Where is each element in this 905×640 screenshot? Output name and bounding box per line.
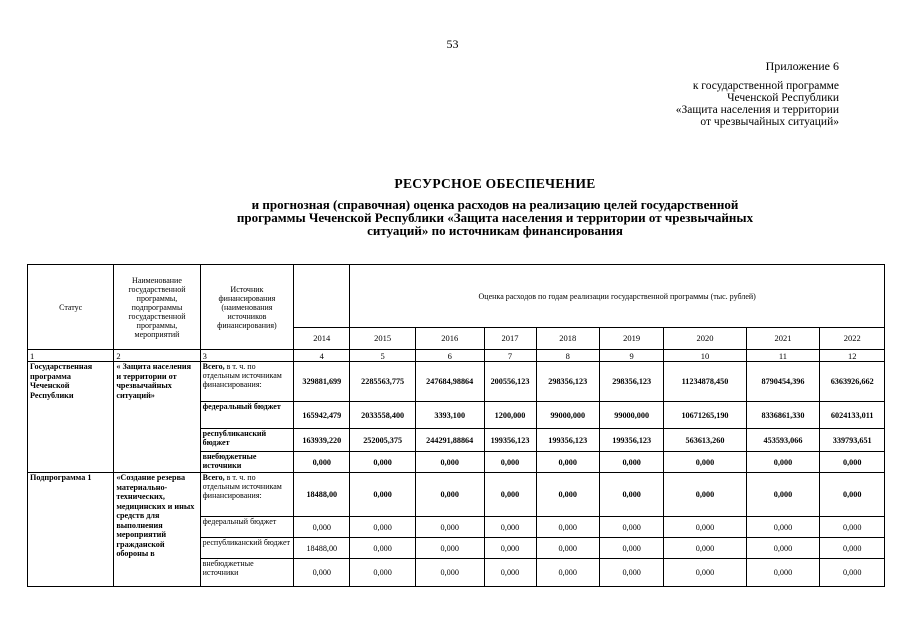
header-year: 2014 <box>294 328 350 350</box>
header-year: 2018 <box>536 328 599 350</box>
amount-cell: 0,000 <box>820 452 885 473</box>
amount-cell: 0,000 <box>415 559 484 587</box>
amount-cell: 163939,220 <box>294 429 350 452</box>
program-name-cell: « Защита населения и территории от чрезвычайных ситуаций» <box>114 362 200 473</box>
funding-source-cell: республиканский бюджет <box>200 429 294 452</box>
amount-cell: 298356,123 <box>536 362 599 402</box>
funding-source-cell: федеральный бюджет <box>200 402 294 429</box>
header-program-name: Наименование государственной программы, подпрограммы государственной программы, мероприятий <box>114 265 200 350</box>
amount-cell: 199356,123 <box>599 429 663 452</box>
amount-cell: 0,000 <box>599 559 663 587</box>
amount-cell: 0,000 <box>536 559 599 587</box>
amount-cell: 6024133,011 <box>820 402 885 429</box>
amount-cell: 339793,651 <box>820 429 885 452</box>
amount-cell: 99000,000 <box>599 402 663 429</box>
amount-cell: 0,000 <box>746 473 820 517</box>
amount-cell: 0,000 <box>415 517 484 538</box>
heading-subtitle-line: ситуаций» по источникам финансирования <box>367 223 623 238</box>
amount-cell: 6363926,662 <box>820 362 885 402</box>
amount-cell: 0,000 <box>350 473 416 517</box>
amount-cell: 0,000 <box>484 559 536 587</box>
amount-cell: 0,000 <box>820 517 885 538</box>
amount-cell: 0,000 <box>415 538 484 559</box>
amount-cell: 0,000 <box>484 517 536 538</box>
amount-cell: 0,000 <box>820 559 885 587</box>
amount-cell: 0,000 <box>536 517 599 538</box>
amount-cell: 1200,000 <box>484 402 536 429</box>
amount-cell: 0,000 <box>746 517 820 538</box>
resource-table <box>27 264 885 587</box>
column-index-cell: 11 <box>746 350 820 362</box>
appendix-line: к государственной программе <box>692 80 839 92</box>
funding-source-cell: внебюджетные источники <box>200 452 294 473</box>
amount-cell: 0,000 <box>484 452 536 473</box>
column-index-cell: 6 <box>415 350 484 362</box>
heading-title: РЕСУРСНОЕ ОБЕСПЕЧЕНИЕ <box>394 176 596 191</box>
amount-cell: 0,000 <box>484 473 536 517</box>
amount-cell: 0,000 <box>536 473 599 517</box>
funding-source-cell: федеральный бюджет <box>200 517 294 538</box>
amount-cell: 252005,375 <box>350 429 416 452</box>
amount-cell: 329881,699 <box>294 362 350 402</box>
appendix-block <box>676 60 839 128</box>
amount-cell: 0,000 <box>664 517 746 538</box>
header-year: 2022 <box>820 328 885 350</box>
amount-cell: 11234878,450 <box>664 362 746 402</box>
table-row <box>28 473 885 517</box>
table-row <box>28 362 885 402</box>
amount-cell: 0,000 <box>820 473 885 517</box>
page-number: 53 <box>446 37 459 51</box>
heading-subtitle-line: программы Чеченской Республики «Защита населения и территории от чрезвычайных <box>236 210 754 225</box>
column-index-cell: 4 <box>294 350 350 362</box>
amount-cell: 0,000 <box>350 538 416 559</box>
amount-cell: 244291,88864 <box>415 429 484 452</box>
amount-cell: 0,000 <box>664 559 746 587</box>
header-year: 2016 <box>415 328 484 350</box>
amount-cell: 0,000 <box>294 517 350 538</box>
column-index-cell: 8 <box>536 350 599 362</box>
funding-source-cell: республиканский бюджет <box>200 538 294 559</box>
amount-cell: 0,000 <box>536 452 599 473</box>
amount-cell: 10671265,190 <box>664 402 746 429</box>
header-estimate: Оценка расходов по годам реализации государственной программы (тыс. рублей) <box>350 265 885 328</box>
amount-cell: 0,000 <box>350 559 416 587</box>
amount-cell: 199356,123 <box>536 429 599 452</box>
amount-cell: 0,000 <box>820 538 885 559</box>
amount-cell: 0,000 <box>350 517 416 538</box>
status-cell: Государственная программа Чеченской Республики <box>28 362 114 473</box>
amount-cell: 0,000 <box>536 538 599 559</box>
amount-cell: 0,000 <box>415 473 484 517</box>
amount-cell: 8336861,330 <box>746 402 820 429</box>
header-empty-cell <box>294 265 350 328</box>
amount-cell: 0,000 <box>350 452 416 473</box>
program-name-cell: «Создание резерва материально-технических, медицинских и иных средств для выполнения мероприятий гражданской обороны в <box>114 473 200 587</box>
amount-cell: 298356,123 <box>599 362 663 402</box>
amount-cell: 0,000 <box>664 538 746 559</box>
amount-cell: 2285563,775 <box>350 362 416 402</box>
amount-cell: 0,000 <box>484 538 536 559</box>
funding-source-cell: Всего, в т. ч. по отдельным источникам финансирования: <box>200 473 294 517</box>
amount-cell: 0,000 <box>599 473 663 517</box>
column-index-cell: 3 <box>200 350 294 362</box>
column-index-cell: 10 <box>664 350 746 362</box>
amount-cell: 0,000 <box>599 538 663 559</box>
amount-cell: 200556,123 <box>484 362 536 402</box>
header-year: 2021 <box>746 328 820 350</box>
header-year: 2019 <box>599 328 663 350</box>
amount-cell: 0,000 <box>415 452 484 473</box>
amount-cell: 0,000 <box>599 517 663 538</box>
column-index-cell: 12 <box>820 350 885 362</box>
appendix-line: Чеченской Республики <box>727 92 839 104</box>
amount-cell: 563613,260 <box>664 429 746 452</box>
amount-cell: 2033558,400 <box>350 402 416 429</box>
funding-source-cell: внебюджетные источники <box>200 559 294 587</box>
column-index-row <box>28 350 885 362</box>
column-index-cell: 1 <box>28 350 114 362</box>
funding-source-cell: Всего, в т. ч. по отдельным источникам финансирования: <box>200 362 294 402</box>
amount-cell: 0,000 <box>294 559 350 587</box>
amount-cell: 0,000 <box>294 452 350 473</box>
column-index-cell: 7 <box>484 350 536 362</box>
heading-subtitle-line: и прогнозная (справочная) оценка расходов на реализацию целей государственной <box>251 197 739 212</box>
header-funding-source: Источник финансирования (наименования источников финансирования) <box>200 265 294 350</box>
amount-cell: 18488,00 <box>294 473 350 517</box>
amount-cell: 247684,98864 <box>415 362 484 402</box>
amount-cell: 0,000 <box>746 452 820 473</box>
amount-cell: 165942,479 <box>294 402 350 429</box>
amount-cell: 453593,066 <box>746 429 820 452</box>
amount-cell: 0,000 <box>664 452 746 473</box>
amount-cell: 0,000 <box>746 559 820 587</box>
amount-cell: 8790454,396 <box>746 362 820 402</box>
appendix-line: «Защита населения и территории <box>675 104 839 116</box>
amount-cell: 3393,100 <box>415 402 484 429</box>
amount-cell: 0,000 <box>746 538 820 559</box>
column-index-cell: 9 <box>599 350 663 362</box>
header-year: 2017 <box>484 328 536 350</box>
amount-cell: 199356,123 <box>484 429 536 452</box>
amount-cell: 18488,00 <box>294 538 350 559</box>
status-cell: Подпрограмма 1 <box>28 473 114 587</box>
table-body <box>28 350 885 587</box>
document-heading <box>150 176 840 237</box>
amount-cell: 0,000 <box>599 452 663 473</box>
amount-cell: 0,000 <box>664 473 746 517</box>
amount-cell: 99000,000 <box>536 402 599 429</box>
header-year: 2015 <box>350 328 416 350</box>
appendix-title: Приложение 6 <box>765 59 839 73</box>
column-index-cell: 2 <box>114 350 200 362</box>
column-index-cell: 5 <box>350 350 416 362</box>
appendix-line: от чрезвычайных ситуаций» <box>700 116 839 128</box>
header-year: 2020 <box>664 328 746 350</box>
header-status: Статус <box>28 265 114 350</box>
